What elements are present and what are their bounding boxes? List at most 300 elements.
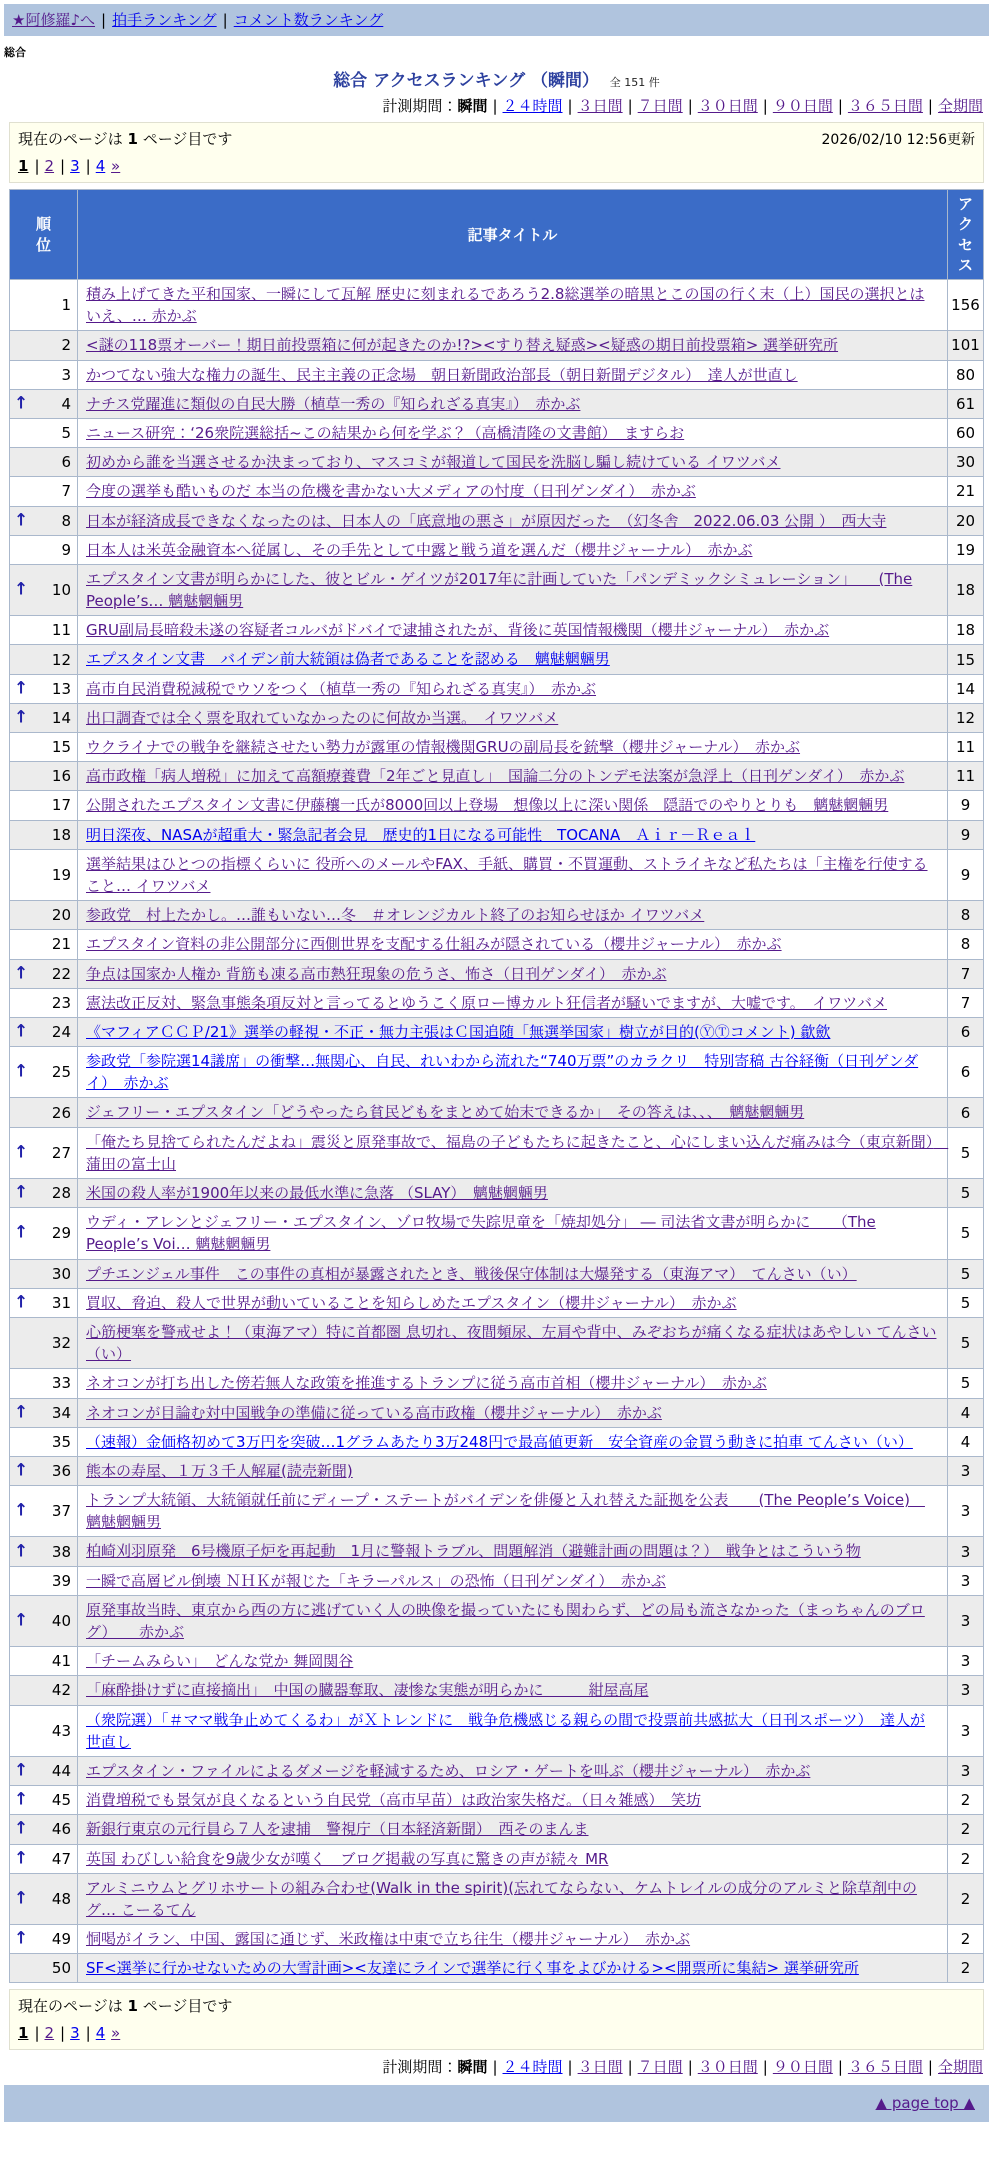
- article-title-cell: [78, 477, 948, 506]
- article-link[interactable]: 原発事故当時、東京から西の方に逃げていく人の映像を撮っていたにも関わらず、どの局も流さなかった（まっちゃんのブログ） 赤かぶ: [86, 1600, 925, 1641]
- separator: |: [34, 2024, 40, 2043]
- article-link[interactable]: 選挙結果はひとつの指標くらいに 役所へのメールやFAX、手紙、購買・不買運動、ストライキなど私たちは「主権を行使すること… イワツバメ: [86, 854, 928, 895]
- article-link[interactable]: エプスタイン資料の非公開部分に西側世界を支配する仕組みが隠されている（櫻井ジャーナル） 赤かぶ: [86, 935, 782, 954]
- article-link[interactable]: ウクライナでの戦争を継続させたい勢力が露軍の情報機関GRUの副局長を銃撃（櫻井ジャーナル） 赤かぶ: [86, 738, 801, 756]
- article-title-cell: [78, 1259, 948, 1288]
- table-row: [10, 1047, 984, 1098]
- period-link[interactable]: ２４時間: [502, 97, 563, 115]
- access-count: 3: [948, 1595, 984, 1646]
- table-row: [10, 1815, 984, 1844]
- table-row: [10, 1179, 984, 1208]
- rank-number: 33: [51, 1374, 71, 1393]
- rank-number: 46: [51, 1820, 71, 1839]
- period-label: 計測期間：: [382, 2058, 458, 2077]
- table-row: [10, 1486, 984, 1537]
- rank-cell: [10, 1456, 78, 1485]
- rank-cell: [10, 1815, 78, 1844]
- current-page-info: 現在のページは 1 ページ目です: [18, 1997, 233, 2016]
- pagination-link[interactable]: 4: [95, 157, 106, 175]
- period-link[interactable]: 全期間: [937, 97, 983, 115]
- article-title-cell: [78, 1486, 948, 1537]
- rank-number: 3: [61, 365, 71, 384]
- access-count: 3: [948, 1566, 984, 1595]
- article-title-cell: [78, 280, 948, 331]
- article-title-cell: [78, 1427, 948, 1456]
- article-title-cell: [78, 1925, 948, 1954]
- table-row: [10, 616, 984, 645]
- rank-up-icon: ↑: [14, 1541, 29, 1562]
- article-link[interactable]: エプスタイン文書 バイデン前大統領は偽者であることを認める 魑魅魍魎男: [86, 650, 610, 669]
- article-title-cell: [78, 1208, 948, 1259]
- separator: |: [492, 2058, 498, 2077]
- rank-up-icon: ↑: [14, 510, 29, 531]
- article-title-cell: [78, 1954, 948, 1983]
- access-count: 5: [948, 1179, 984, 1208]
- rank-number: 21: [51, 935, 71, 954]
- article-link[interactable]: 明日深夜、NASAが超重大・緊急記者会見 歴史的1日になる可能性 TOCANA Ａｉｒ－Ｒｅａｌ: [86, 825, 756, 844]
- access-count: 2: [948, 1815, 984, 1844]
- article-link[interactable]: 争点は国家か人権か 背筋も凍る高市熱狂現象の危うさ、怖さ（日刊ゲンダイ） 赤かぶ: [86, 964, 667, 983]
- article-title-cell: [78, 616, 948, 645]
- table-row: [10, 645, 984, 674]
- rank-cell: [10, 1537, 78, 1566]
- rank-up-icon: ↑: [14, 963, 29, 984]
- pagination-link[interactable]: 3: [70, 2024, 80, 2043]
- article-title-cell: [78, 1815, 948, 1844]
- access-count: 156: [948, 280, 984, 331]
- article-title-cell: [78, 1369, 948, 1398]
- table-row: [10, 703, 984, 732]
- article-link[interactable]: 参政党 村上たかし。…誰もいない…冬 ＃オレンジカルト終了のお知らせほか イワツバメ: [86, 906, 705, 925]
- rank-cell: [10, 389, 78, 418]
- access-count: 60: [948, 418, 984, 447]
- article-link[interactable]: ニュース研究：‘26衆院選総括~この結果から何を学ぶ？（高橋清隆の文書館） ますらお: [86, 423, 685, 442]
- updated-timestamp: 2026/02/10 12:56更新: [821, 132, 975, 148]
- rank-cell: [10, 1566, 78, 1595]
- period-label: 計測期間：: [382, 97, 458, 115]
- table-row: [10, 1288, 984, 1317]
- rank-up-icon: ↑: [14, 1142, 29, 1163]
- access-count: 5: [948, 1288, 984, 1317]
- period-link[interactable]: ３日間: [577, 2058, 623, 2077]
- rank-up-icon: ↑: [14, 707, 29, 728]
- top-nav-link[interactable]: ★阿修羅♪へ: [12, 11, 96, 29]
- period-link[interactable]: ９０日間: [772, 2058, 833, 2077]
- access-count: 8: [948, 901, 984, 930]
- article-link[interactable]: 今度の選挙も酷いものだ 本当の危機を書かない大メディアの忖度（日刊ゲンダイ） 赤かぶ: [86, 482, 696, 501]
- rank-cell: [10, 616, 78, 645]
- separator: |: [762, 2058, 768, 2077]
- page-top-bar: [4, 2085, 989, 2122]
- article-link[interactable]: 出口調査では全く票を取れていなかったのに何故か当選。 イワツバメ: [86, 708, 559, 727]
- access-count: 4: [948, 1398, 984, 1427]
- rank-up-icon: ↑: [14, 1789, 29, 1810]
- article-title-cell: [78, 988, 948, 1017]
- article-title-cell: [78, 791, 948, 820]
- article-title-cell: [78, 1127, 948, 1178]
- access-count: 21: [948, 477, 984, 506]
- top-nav-bar: [4, 4, 989, 36]
- separator: |: [567, 2058, 573, 2077]
- article-link[interactable]: 公開されたエプスタイン文書に伊藤穰一氏が8000回以上登場 想像以上に深い関係 隠語でのやりとりも 魑魅魍魎男: [86, 796, 889, 815]
- article-link[interactable]: ナチス党躍進に類似の自民大勝（植草一秀の『知られざる真実』） 赤かぶ: [86, 394, 581, 413]
- article-link[interactable]: 新銀行東京の元行員ら７人を逮捕 警視庁（日本経済新聞） 西そのまんま: [86, 1820, 589, 1839]
- table-row: [10, 1398, 984, 1427]
- rank-number: 38: [51, 1542, 71, 1561]
- pagination-top: [18, 157, 975, 175]
- table-header-row: [10, 190, 984, 280]
- table-row: [10, 506, 984, 535]
- rank-up-icon: ↑: [14, 1500, 29, 1521]
- table-row: [10, 988, 984, 1017]
- table-row: [10, 1537, 984, 1566]
- rank-number: 42: [51, 1681, 71, 1700]
- table-row: [10, 331, 984, 360]
- period-link[interactable]: ３日間: [577, 97, 623, 115]
- table-row: [10, 820, 984, 849]
- access-count: 2: [948, 1873, 984, 1924]
- table-row: [10, 849, 984, 900]
- rank-cell: [10, 1873, 78, 1924]
- rank-number: 4: [61, 394, 71, 413]
- rank-number: 30: [51, 1264, 71, 1283]
- article-link[interactable]: 日本人は米英金融資本へ従属し、その手先として中露と戦う道を選んだ（櫻井ジャーナル） 赤かぶ: [86, 540, 753, 559]
- article-link[interactable]: 柏崎刈羽原発 6号機原子炉を再起動 1月に警報トラブル、問題解消（避難計画の問題は？） 戦争とはこういう物: [86, 1542, 861, 1561]
- article-title-cell: [78, 360, 948, 389]
- table-row: [10, 1127, 984, 1178]
- rank-up-icon: ↑: [14, 678, 29, 699]
- access-count: 7: [948, 959, 984, 988]
- bottom-whitespace: [0, 2122, 993, 2168]
- article-title-cell: [78, 1676, 948, 1705]
- period-link[interactable]: ３６５日間: [847, 97, 923, 115]
- access-count: 19: [948, 535, 984, 564]
- rank-cell: [10, 849, 78, 900]
- rank-cell: [10, 674, 78, 703]
- article-link[interactable]: かつてない強大な権力の誕生、民主主義の正念場 朝日新聞政治部長（朝日新聞デジタル） 達人が世直し: [86, 365, 798, 384]
- rank-cell: [10, 1127, 78, 1178]
- rank-up-icon: ↑: [14, 1222, 29, 1243]
- table-row: [10, 1017, 984, 1046]
- rank-number: 9: [61, 540, 71, 559]
- article-link[interactable]: ネオコンが打ち出した傍若無人な政策を推進するトランプに従う高市首相（櫻井ジャーナル） 赤かぶ: [86, 1374, 767, 1393]
- access-count: 9: [948, 849, 984, 900]
- article-title-cell: [78, 930, 948, 959]
- article-title-cell: [78, 1873, 948, 1924]
- rank-cell: [10, 506, 78, 535]
- table-row: [10, 1566, 984, 1595]
- article-title-cell: [78, 1647, 948, 1676]
- table-row: [10, 477, 984, 506]
- rank-cell: [10, 1954, 78, 1983]
- rank-up-icon: ↑: [14, 1848, 29, 1869]
- article-title-cell: [78, 1288, 948, 1317]
- article-link[interactable]: エプスタイン・ファイルによるダメージを軽減するため、ロシア・ゲートを叫ぶ（櫻井ジャーナル） 赤かぶ: [86, 1761, 811, 1780]
- access-count: 9: [948, 820, 984, 849]
- rank-number: 28: [51, 1184, 71, 1203]
- rank-cell: [10, 901, 78, 930]
- rank-number: 8: [61, 511, 71, 530]
- period-link[interactable]: ３０日間: [697, 2058, 758, 2077]
- article-title-cell: [78, 1017, 948, 1046]
- rank-number: 25: [51, 1063, 71, 1082]
- access-count: 9: [948, 791, 984, 820]
- rank-number: 40: [51, 1612, 71, 1630]
- rank-number: 2: [61, 336, 71, 355]
- rank-number: 13: [51, 679, 71, 698]
- page-top-link[interactable]: ▲ page top ▲: [875, 2094, 975, 2113]
- rank-number: 7: [61, 482, 71, 501]
- article-title-cell: [78, 506, 948, 535]
- article-link[interactable]: 参政党「参院選14議席」の衝撃…無関心、自民、れいわから流れた“740万票”のカラクリ 特別寄稿 古谷経衡（日刊ゲンダイ） 赤かぶ: [86, 1052, 919, 1093]
- top-nav-link[interactable]: コメント数ランキング: [233, 11, 384, 29]
- rank-up-icon: ↑: [14, 1021, 29, 1042]
- access-count: 11: [948, 733, 984, 762]
- pagination-link[interactable]: 2: [44, 2024, 55, 2043]
- period-link[interactable]: ３０日間: [697, 97, 758, 115]
- pagination-current-page: 1: [18, 2024, 29, 2043]
- period-link[interactable]: ７日間: [637, 2058, 683, 2077]
- article-link[interactable]: ジェフリー・エプスタイン「どうやったら貧民どもをまとめて始末できるか」 その答えは、、、 魑魅魍魎男: [86, 1103, 805, 1122]
- rank-cell: [10, 564, 78, 615]
- rank-cell: [10, 1705, 78, 1756]
- current-page-number: 1: [127, 1997, 138, 2016]
- pagination-link[interactable]: 4: [95, 2024, 106, 2043]
- table-row: [10, 791, 984, 820]
- article-title-cell: [78, 448, 948, 477]
- rank-cell: [10, 988, 78, 1017]
- separator: |: [927, 2058, 933, 2077]
- article-link[interactable]: <謎の118票オーバー！期日前投票箱に何が起きたのか!?><すり替え疑惑><疑惑の期日前投票箱> 選挙研究所: [86, 336, 839, 355]
- article-title-cell: [78, 1566, 948, 1595]
- rank-up-icon: ↑: [14, 1760, 29, 1781]
- article-link[interactable]: 英国 わびしい給食を9歳少女が嘆く ブログ掲載の写真に驚きの声が続々 MR: [86, 1849, 609, 1868]
- rank-number: 43: [51, 1721, 71, 1740]
- rank-number: 44: [51, 1762, 71, 1781]
- access-count: 5: [948, 1208, 984, 1259]
- rank-cell: [10, 1288, 78, 1317]
- article-link[interactable]: 「俺たち見捨てられたんだよね」震災と原発事故で、福島の子どもたちに起きたこと、心にしまい込んだ痛みは今（東京新聞） 蒲田の富士山: [86, 1132, 949, 1173]
- article-link[interactable]: 恫喝がイラン、中国、露国に通じず、米政権は中東で立ち往生（櫻井ジャーナル） 赤かぶ: [86, 1930, 691, 1949]
- separator: |: [34, 157, 40, 175]
- article-link[interactable]: プチエンジェル事件 この事件の真相が暴露されたとき、戦後保守体制は大爆発する（東海アマ） てんさい（い）: [86, 1264, 857, 1283]
- rank-cell: [10, 1047, 78, 1098]
- table-row: [10, 1427, 984, 1456]
- table-row: [10, 1259, 984, 1288]
- article-title-cell: [78, 1317, 948, 1368]
- rank-cell: [10, 1398, 78, 1427]
- article-title-cell: [78, 674, 948, 703]
- table-row: [10, 1873, 984, 1924]
- article-link[interactable]: （速報）金価格初めて3万円を突破…1グラムあたり3万248円で最高値更新 安全資産の金買う動きに拍車 てんさい（い）: [86, 1432, 913, 1451]
- rank-number: 14: [51, 708, 71, 727]
- period-selector-bottom: [0, 2056, 983, 2077]
- article-link[interactable]: 積み上げてきた平和国家、一瞬にして瓦解 歴史に刻まれるであろう2.8総選挙の暗黒とこの国の行く末（上）国民の選択とはいえ、… 赤かぶ: [86, 285, 925, 326]
- table-row: [10, 360, 984, 389]
- rank-cell: [10, 1925, 78, 1954]
- table-row: [10, 1456, 984, 1485]
- article-title-cell: [78, 1179, 948, 1208]
- article-link[interactable]: 高市自民消費税減税でウソをつく（植草一秀の『知られざる真実』） 赤かぶ: [86, 679, 597, 698]
- table-row: [10, 1786, 984, 1815]
- table-row: [10, 418, 984, 447]
- rank-number: 34: [51, 1403, 71, 1422]
- article-link[interactable]: ウディ・アレンとジェフリー・エプスタイン、ゾロ牧場で失踪児童を「焼却処分」 ― 司法省文書が明らかに （The People’s Voi… 魑魅魍魎男: [86, 1213, 876, 1254]
- period-link[interactable]: ３６５日間: [847, 2058, 923, 2077]
- rank-number: 35: [51, 1432, 71, 1451]
- rank-cell: [10, 930, 78, 959]
- column-header-rank: 順位: [10, 190, 78, 280]
- rank-cell: [10, 360, 78, 389]
- article-link[interactable]: 熊本の寿屋、１万３千人解雇(読売新聞): [86, 1461, 353, 1480]
- article-link[interactable]: 一瞬で高層ビル倒壊 ＮＨＫが報じた「キラーパルス」の恐怖（日刊ゲンダイ） 赤かぶ: [86, 1571, 666, 1590]
- access-count: 3: [948, 1486, 984, 1537]
- article-title-cell: [78, 389, 948, 418]
- pagination-link[interactable]: »: [111, 2024, 121, 2043]
- access-count: 4: [948, 1427, 984, 1456]
- article-link[interactable]: 日本が経済成長できなくなったのは、日本人の「底意地の悪さ」が原因だった （幻冬舎 2022.06.03 公開 ） 西大寺: [86, 511, 887, 530]
- access-count: 6: [948, 1047, 984, 1098]
- access-count: 11: [948, 762, 984, 791]
- article-link[interactable]: 買収、脅迫、殺人で世界が動いていることを知らしめたエプスタイン（櫻井ジャーナル） 赤かぶ: [86, 1293, 737, 1312]
- column-header-access: アクセス: [948, 190, 984, 280]
- separator: |: [222, 11, 228, 29]
- table-row: [10, 1208, 984, 1259]
- article-link[interactable]: （衆院選）「＃ママ戦争止めてくるわ」がＸトレンドに 戦争危機感じる親らの間で投票前共感拡大（日刊スポーツ） 達人が世直し: [86, 1710, 926, 1751]
- article-link[interactable]: 高市政権「病人増税」に加えて高額療養費「2年ごと見直し」 国論二分のトンデモ法案が急浮上（日刊ゲンダイ） 赤かぶ: [86, 767, 905, 786]
- article-link[interactable]: ネオコンが目論む対中国戦争の準備に従っている高市政権（櫻井ジャーナル） 赤かぶ: [86, 1403, 662, 1422]
- rank-number: 24: [51, 1022, 71, 1041]
- rank-number: 47: [51, 1849, 71, 1868]
- rank-up-icon: ↑: [14, 1460, 29, 1481]
- period-link[interactable]: ２４時間: [502, 2058, 563, 2077]
- access-count: 2: [948, 1925, 984, 1954]
- separator: |: [567, 97, 573, 115]
- rank-number: 32: [51, 1334, 71, 1353]
- access-count: 3: [948, 1705, 984, 1756]
- table-row: [10, 1369, 984, 1398]
- article-title-cell: [78, 733, 948, 762]
- rank-number: 29: [51, 1224, 71, 1243]
- table-row: [10, 1925, 984, 1954]
- rank-up-icon: ↑: [14, 1402, 29, 1423]
- access-count: 3: [948, 1676, 984, 1705]
- table-row: [10, 1676, 984, 1705]
- separator: |: [762, 97, 768, 115]
- article-title-cell: [78, 1537, 948, 1566]
- rank-number: 20: [51, 906, 71, 925]
- rank-up-icon: ↑: [14, 393, 29, 414]
- total-count: 全 151 件: [609, 76, 660, 89]
- article-link[interactable]: 消費増税でも景気が良くなるという自民党（高市早苗）は政治家失格だ。（日々雑感） 笑坊: [86, 1791, 702, 1810]
- separator: |: [837, 2058, 843, 2077]
- rank-cell: [10, 733, 78, 762]
- article-title-cell: [78, 564, 948, 615]
- pagination-bottom: [18, 2024, 975, 2042]
- rank-cell: [10, 1676, 78, 1705]
- current-page-info: 現在のページは 1 ページ目です: [18, 130, 233, 148]
- article-link[interactable]: 初めから誰を当選させるか決まっており、マスコミが報道して国民を洗脳し騙し続けている イワツバメ: [86, 453, 781, 472]
- rank-cell: [10, 1486, 78, 1537]
- article-link[interactable]: 《マフィアＣＣＰ/21》選挙の軽視・不正・無力主張はＣ国追随「無選挙国家」樹立が目的(ⓎⓉコメント) 歙歛: [86, 1022, 831, 1041]
- period-link[interactable]: ７日間: [637, 97, 683, 115]
- access-count: 7: [948, 988, 984, 1017]
- table-row: [10, 901, 984, 930]
- separator: |: [837, 97, 843, 115]
- article-title-cell: [78, 1456, 948, 1485]
- separator: |: [687, 2058, 693, 2077]
- access-count: 3: [948, 1537, 984, 1566]
- rank-cell: [10, 418, 78, 447]
- rank-number: 11: [51, 621, 71, 640]
- rank-cell: [10, 448, 78, 477]
- separator: |: [627, 97, 633, 115]
- article-link[interactable]: 米国の殺人率が1900年以来の最低水準に急落 （SLAY） 魑魅魍魎男: [86, 1184, 548, 1202]
- rank-cell: [10, 535, 78, 564]
- access-count: 18: [948, 564, 984, 615]
- rank-up-icon: ↑: [14, 1182, 29, 1203]
- article-link[interactable]: アルミニウムとグリホサートの組み合わせ(Walk in the spirit)(忘れてならない、ケムトレイルの成分のアルミと除草剤中のグ… こーるてん: [86, 1878, 917, 1919]
- access-count: 3: [948, 1647, 984, 1676]
- table-row: [10, 930, 984, 959]
- article-title-cell: [78, 535, 948, 564]
- article-link[interactable]: トランプ大統領、大統領就任前にディープ・ステートがバイデンを俳優と入れ替えた証拠を公表 (The People’s Voice) 魑魅魍魎男: [86, 1491, 925, 1532]
- separator: |: [492, 97, 498, 115]
- pagination-link[interactable]: 3: [70, 157, 80, 175]
- access-count: 18: [948, 616, 984, 645]
- article-link[interactable]: 憲法改正反対、緊急事態条項反対と言ってるとゆうこく原ロー博カルト狂信者が騒いでますが、大嘘です。 イワツバメ: [86, 993, 888, 1012]
- rank-number: 17: [51, 796, 71, 815]
- article-link[interactable]: 心筋梗塞を警戒せよ！（東海アマ）特に首都圏 息切れ、夜間頻尿、左肩や背中、みぞおちが痛くなる症状はあやしい てんさい（い）: [86, 1322, 937, 1364]
- table-row: [10, 448, 984, 477]
- rank-number: 36: [51, 1461, 71, 1480]
- table-row: [10, 389, 984, 418]
- page-info-box-bottom: [9, 1989, 984, 2050]
- rank-cell: [10, 1647, 78, 1676]
- article-link[interactable]: GRU副局長暗殺未遂の容疑者コルバがドバイで逮捕されたが、背後に英国情報機関（櫻井ジャーナル） 赤かぶ: [86, 621, 830, 640]
- rank-number: 6: [61, 453, 71, 472]
- article-title-cell: [78, 645, 948, 674]
- table-row: [10, 1647, 984, 1676]
- rank-cell: [10, 645, 78, 674]
- pagination-link[interactable]: »: [111, 157, 121, 175]
- access-count: 8: [948, 930, 984, 959]
- period-link[interactable]: ９０日間: [772, 97, 833, 115]
- rank-cell: [10, 762, 78, 791]
- column-header-title: 記事タイトル: [78, 190, 948, 280]
- rank-number: 10: [51, 581, 71, 600]
- article-link[interactable]: 「チームみらい」 どんな党か 舞岡関谷: [86, 1652, 354, 1671]
- pagination-link[interactable]: 2: [44, 157, 55, 175]
- separator: |: [85, 2024, 91, 2043]
- article-link[interactable]: エプスタイン文書が明らかにした、彼とビル・ゲイツが2017年に計画していた「パンデミックシミュレーション」 (The People’s… 魑魅魍魎男: [86, 569, 913, 611]
- separator: |: [60, 157, 66, 175]
- rank-cell: [10, 477, 78, 506]
- period-current: 瞬間: [457, 97, 488, 115]
- period-link[interactable]: 全期間: [937, 2058, 983, 2077]
- access-count: 80: [948, 360, 984, 389]
- top-nav-link[interactable]: 拍手ランキング: [112, 11, 217, 29]
- article-link[interactable]: SF<選挙に行かせないための大雪計画><友達にラインで選挙に行く事をよびかける><開票所に集結> 選挙研究所: [86, 1959, 859, 1978]
- rank-number: 49: [51, 1930, 71, 1949]
- access-count: 15: [948, 645, 984, 674]
- access-count: 3: [948, 1756, 984, 1785]
- article-title-cell: [78, 1047, 948, 1098]
- rank-up-icon: ↑: [14, 1292, 29, 1313]
- article-link[interactable]: 「麻酔掛けずに直接摘出」 中国の臓器奪取、凄惨な実態が明らかに 紺屋高尾: [86, 1681, 649, 1700]
- access-count: 3: [948, 1456, 984, 1485]
- rank-number: 37: [51, 1502, 71, 1521]
